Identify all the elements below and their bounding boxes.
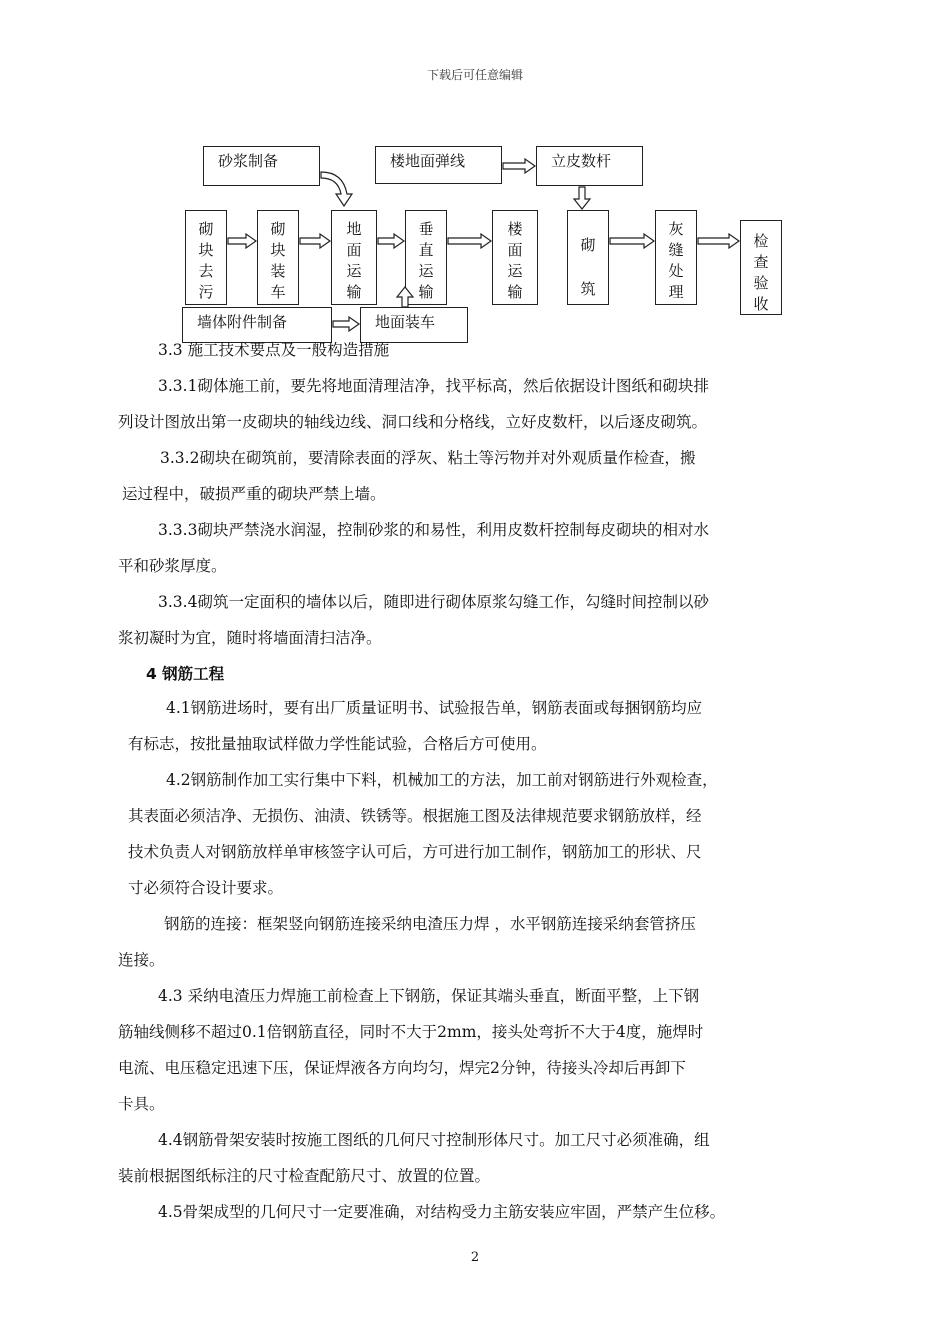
arrow-icon [610,234,654,248]
paragraph-line: 装前根据图纸标注的尺寸检查配筋尺寸、放置的位置。 [118,1167,491,1185]
paragraph-line: 4.5骨架成型的几何尺寸一定要准确，对结构受力主筋安装应牢固，严禁产生位移。 [158,1203,726,1221]
section-heading: 4 钢筋工程 [146,665,225,683]
arrow-icon [448,234,491,248]
arrow-icon [397,287,413,307]
arrow-icon [321,172,352,206]
paragraph-line: 技术负责人对钢筋放样单审核签字认可后，方可进行加工制作，钢筋加工的形状、尺 [128,843,702,861]
flow-box-step2: 砌块装车 [257,210,299,305]
paragraph-line: 钢筋的连接：框架竖向钢筋连接采纳电渣压力焊 ，水平钢筋连接采纳套管挤压 [164,915,696,933]
flow-box-step4: 垂直运输 [405,210,447,305]
arrow-icon [378,234,404,248]
paragraph-line: 4.3 采纳电渣压力焊施工前检查上下钢筋，保证其端头垂直，断面平整，上下钢 [158,987,700,1005]
flow-box-step8: 检查验收 [740,220,782,315]
flow-box-step7: 灰缝处理 [655,210,697,305]
paragraph-line: 4.4钢筋骨架安装时按施工图纸的几何尺寸控制形体尺寸。加工尺寸必须准确，组 [158,1131,710,1149]
paragraph-line: 3.3.1砌体施工前，要先将地面清理洁净，找平标高，然后依据设计图纸和砌块排 [158,377,709,395]
flow-box-step3: 地面运输 [331,210,377,305]
paragraph-line: 浆初凝时为宜，随时将墙面清扫洁净。 [118,629,382,647]
flow-box-step6: 砌筑 [567,210,609,305]
flow-box-step5: 楼面运输 [492,210,538,305]
paragraph-line: 筋轴线侧移不超过0.1倍钢筋直径，同时不大于2mm，接头处弯折不大于4度，施焊时 [118,1023,704,1041]
paragraph-line: 卡具。 [118,1095,165,1113]
flow-box-mortar: 砂浆制备 [203,146,320,186]
flow-arrows [0,0,950,360]
paragraph-line: 电流、电压稳定迅速下压，保证焊液各方向均匀，焊完2分钟，待接头冷却后再卸下 [118,1059,686,1077]
paragraph-line: 运过程中，破损严重的砌块严禁上墙。 [122,485,386,503]
paragraph-line: 4.1钢筋进场时，要有出厂质量证明书、试验报告单，钢筋表面或每捆钢筋均应 [166,699,703,717]
arrow-icon [228,234,256,248]
section-heading: 3.3 施工技术要点及一般构造措施 [158,341,390,359]
paragraph-line: 3.3.2砌块在砌筑前，要清除表面的浮灰、粘土等污物并对外观质量作检查，搬 [160,449,696,467]
paragraph-line: 连接。 [118,951,165,969]
arrow-icon [503,159,535,173]
arrow-icon [698,234,739,248]
arrow-icon [300,234,330,248]
page-header: 下载后可任意编辑 [426,68,523,82]
paragraph-line: 寸必须符合设计要求。 [128,879,284,897]
paragraph-line: 有标志，按批量抽取试样做力学性能试验，合格后方可使用。 [128,735,547,753]
flow-box-floor-line: 楼地面弹线 [375,146,502,184]
paragraph-line: 列设计图放出第一皮砌块的轴线边线、洞口线和分格线，立好皮数杆，以后逐皮砌筑。 [118,413,708,431]
arrow-icon [333,317,359,331]
paragraph-line: 4.2钢筋制作加工实行集中下料，机械加工的方法，加工前对钢筋进行外观检查， [166,771,718,789]
paragraph-line: 平和砂浆厚度。 [118,557,227,575]
page-number: 2 [470,1250,480,1265]
flow-box-step1: 砌块去污 [185,210,227,305]
paragraph-line: 3.3.4砌筑一定面积的墙体以后，随即进行砌体原浆勾缝工作，勾缝时间控制以砂 [158,593,709,611]
arrow-icon [574,187,590,209]
paragraph-line: 其表面必须洁净、无损伤、油渍、铁锈等。根据施工图及法律规范要求钢筋放样，经 [128,807,702,825]
flow-box-wall-parts: 墙体附件制备 [182,307,332,343]
flow-box-ground-load: 地面装车 [360,307,468,343]
flow-box-rod: 立皮数杆 [536,146,643,186]
paragraph-line: 3.3.3砌块严禁浇水润湿，控制砂浆的和易性，利用皮数杆控制每皮砌块的相对水 [158,521,709,539]
